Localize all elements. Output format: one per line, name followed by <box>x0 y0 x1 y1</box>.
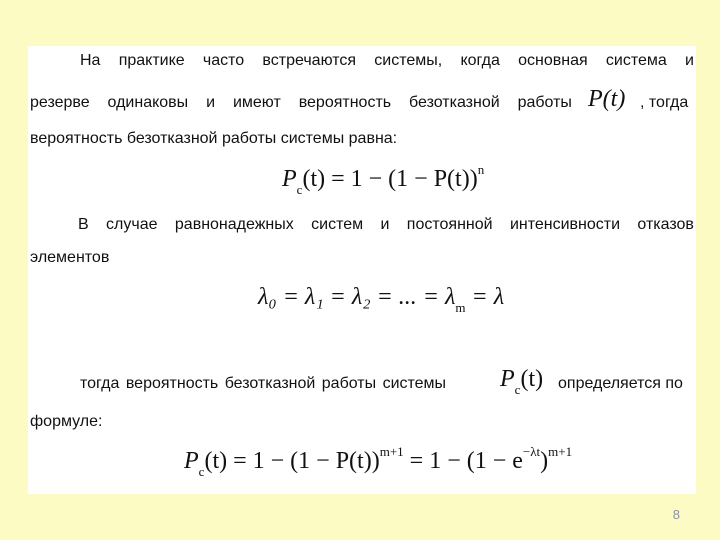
page-number: 8 <box>672 507 680 522</box>
formula-exponent-3: m+1 <box>548 444 573 459</box>
paragraph-3-line-1-part-2: определяется по <box>558 375 683 392</box>
formula-part-3: ) <box>540 448 549 474</box>
word: отказов <box>637 216 694 233</box>
word: и <box>380 216 390 233</box>
word: систем <box>311 216 364 233</box>
word: На <box>80 52 101 69</box>
paragraph-2-line-1 <box>78 216 694 234</box>
inline-formula-pc-t: $P_c(t)$ <box>500 366 544 397</box>
paragraph-3-line-1-part-1: тогда вероятность безотказной работы системы <box>80 375 447 392</box>
word: безотказной <box>409 94 500 111</box>
formula-subscript: c <box>296 181 303 197</box>
formula-arg: (t) <box>302 166 326 192</box>
formula-exponent: n <box>477 162 485 177</box>
word: резерве <box>30 94 90 111</box>
formula-part-2: = 1 − (1 − e <box>409 448 523 474</box>
formula-tail: = λ <box>471 284 505 310</box>
word: равнонадежных <box>174 216 294 233</box>
paragraph-2-line-2: элементов <box>30 249 110 266</box>
word: постоянной <box>406 216 493 233</box>
word: случае <box>106 216 158 233</box>
formula-subscript: c <box>198 463 205 479</box>
word: В <box>78 216 89 233</box>
paragraph-1-line-2-tail: , тогда <box>640 94 689 111</box>
word: интенсивности <box>509 216 621 233</box>
word: встречаются <box>262 52 357 69</box>
formula-subscript: m <box>455 299 466 315</box>
formula-lambda-chain: λ₀ = λ₁ = λ₂ = ... = λ <box>258 284 456 310</box>
word: системы, <box>374 52 443 69</box>
word: имеют <box>232 94 281 111</box>
formula-exponent-1: m+1 <box>379 444 404 459</box>
content-panel <box>28 46 696 494</box>
word: работы <box>517 94 572 111</box>
word: и <box>685 52 694 69</box>
formula-reliability-n <box>282 162 485 197</box>
word: одинаковы <box>107 94 189 111</box>
paragraph-1-line-2 <box>30 94 572 112</box>
word: вероятность <box>298 94 392 111</box>
word: когда <box>460 52 500 69</box>
paragraph-3-line-2: формуле: <box>30 413 103 430</box>
word: система <box>605 52 667 69</box>
formula-rhs: = 1 − (1 − P(t)) <box>331 166 478 192</box>
word: часто <box>202 52 245 69</box>
formula-exponent-2: −λt <box>522 444 541 459</box>
word: практике <box>118 52 185 69</box>
paragraph-1-line-3: вероятность безотказной работы системы равна: <box>30 130 398 147</box>
word: основная <box>518 52 588 69</box>
inline-formula-p-t: P(t) <box>588 86 626 112</box>
formula-part-1: (t) = 1 − (1 − P(t)) <box>204 448 380 474</box>
word: и <box>206 94 216 111</box>
formula-lambda-equal <box>258 284 504 314</box>
paragraph-1-line-1 <box>80 52 694 70</box>
formula-symbol: P <box>282 166 297 192</box>
formula-symbol: P <box>184 448 199 474</box>
formula-reliability-exponential <box>184 444 573 479</box>
